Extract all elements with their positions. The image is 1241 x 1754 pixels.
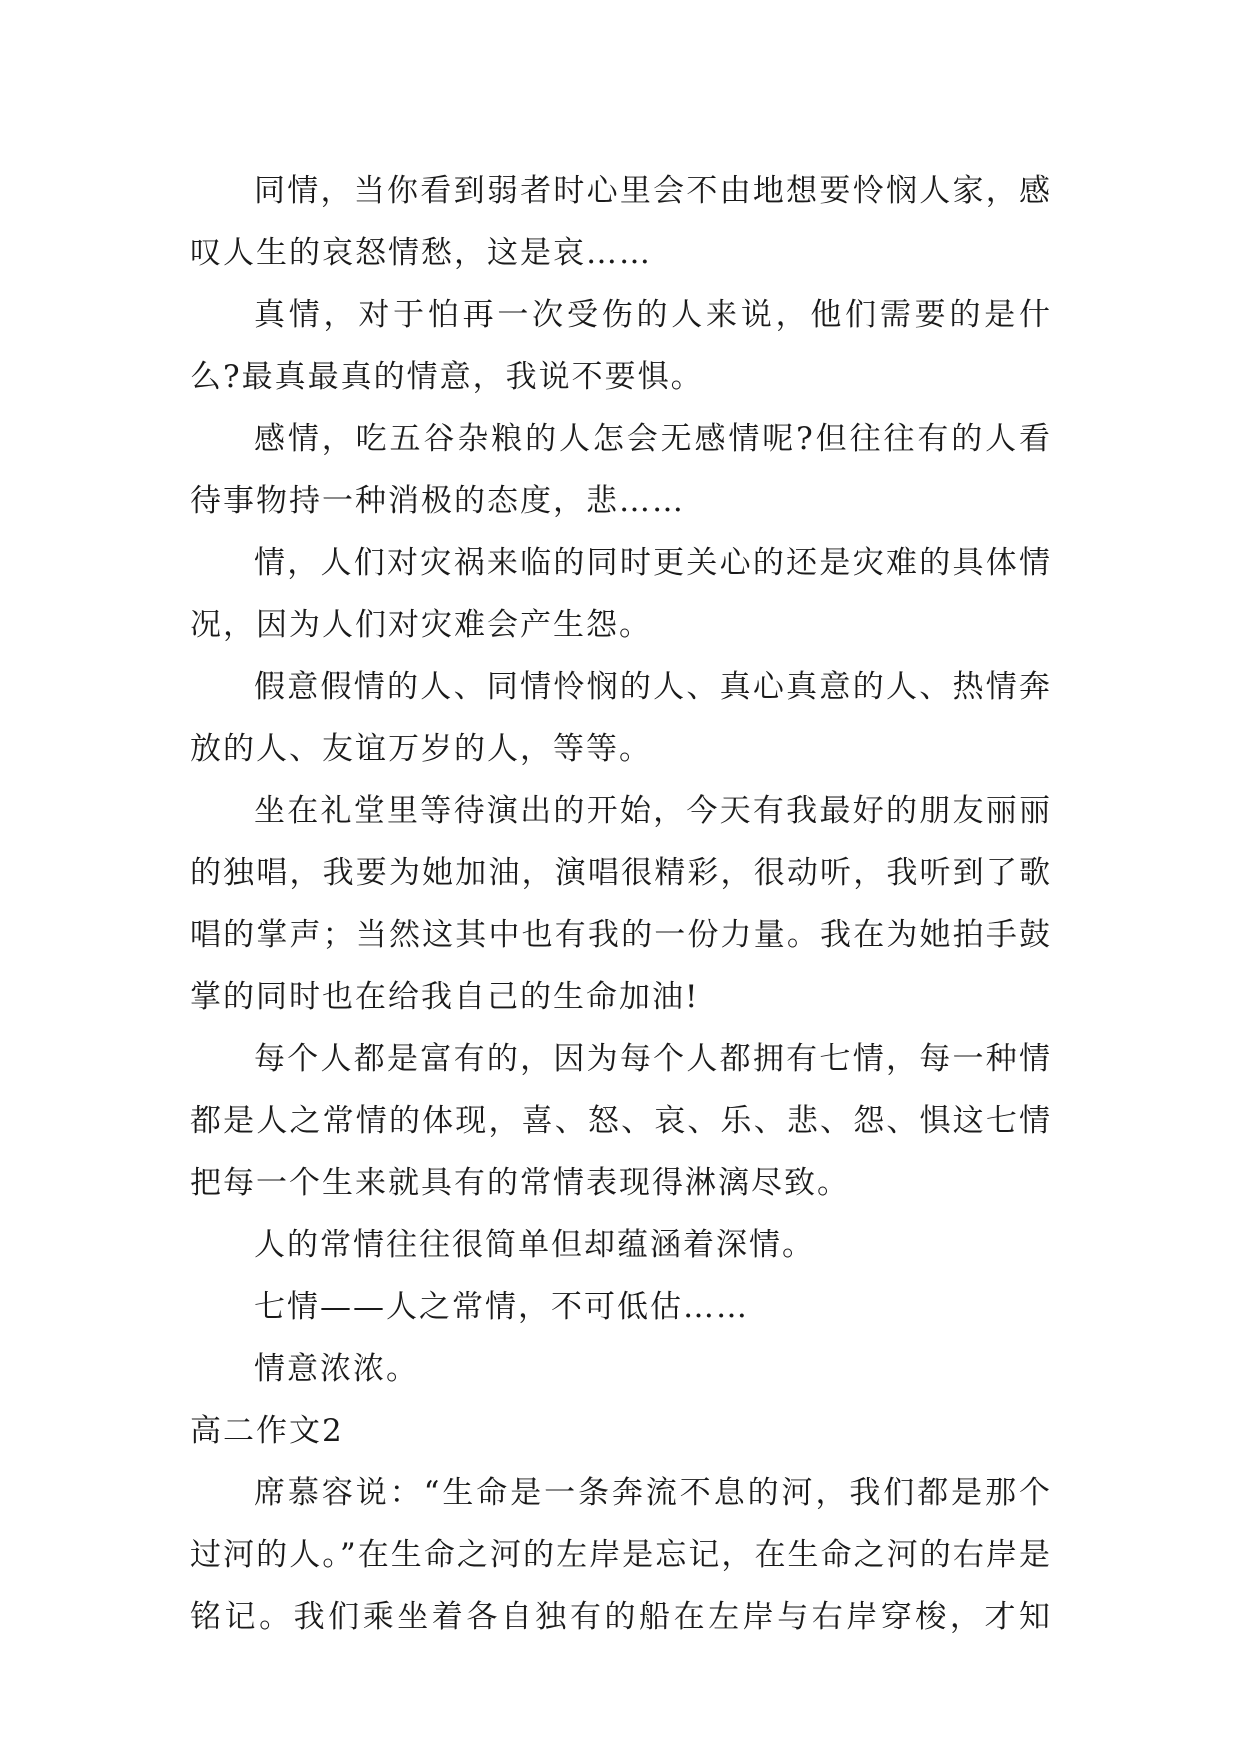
paragraph-true-feeling: 真情，对于怕再一次受伤的人来说，他们需要的是什么?最真最真的情意，我说不要惧。 [190, 297, 1052, 395]
paragraph-emotion: 感情，吃五谷杂粮的人怎会无感情呢?但往往有的人看待事物持一种消极的态度，悲…… [190, 421, 1052, 519]
paragraph-auditorium: 坐在礼堂里等待演出的开始，今天有我最好的朋友丽丽的独唱，我要为她加油，演唱很精彩，很动听，我听到了歌唱的掌声；当然这其中也有我的一份力量。我在为她拍手鼓掌的同时也在给我自己的生命加油! [190, 793, 1052, 1015]
essay-heading: 高二作文2 [190, 1413, 344, 1449]
paragraph-people: 假意假情的人、同情怜悯的人、真心真意的人、热情奔放的人、友谊万岁的人，等等。 [190, 669, 1052, 767]
paragraph-disaster: 情，人们对灾祸来临的同时更关心的还是灾难的具体情况，因为人们对灾难会产生怨。 [190, 545, 1052, 643]
document-page [190, 160, 1052, 1648]
paragraph-seven-emotions: 每个人都是富有的，因为每个人都拥有七情，每一种情都是人之常情的体现，喜、怒、哀、乐、悲、怨、惧这七情把每一个生来就具有的常情表现得淋漓尽致。 [190, 1041, 1052, 1201]
paragraph-deep-affection: 情意浓浓。 [254, 1351, 419, 1387]
paragraph-river-of-life: 席慕容说：“生命是一条奔流不息的河，我们都是那个过河的人。”在生命之河的左岸是忘记，在生命之河的右岸是铭记。我们乘坐着各自独有的船在左岸与右岸穿梭，才知 [190, 1475, 1052, 1635]
paragraph-simple-feelings: 人的常情往往很简单但却蕴涵着深情。 [254, 1227, 815, 1263]
paragraph-not-underestimate: 七情——人之常情，不可低估…… [254, 1289, 749, 1325]
paragraph-sympathy: 同情，当你看到弱者时心里会不由地想要怜悯人家，感叹人生的哀怒情愁，这是哀…… [190, 173, 1052, 271]
